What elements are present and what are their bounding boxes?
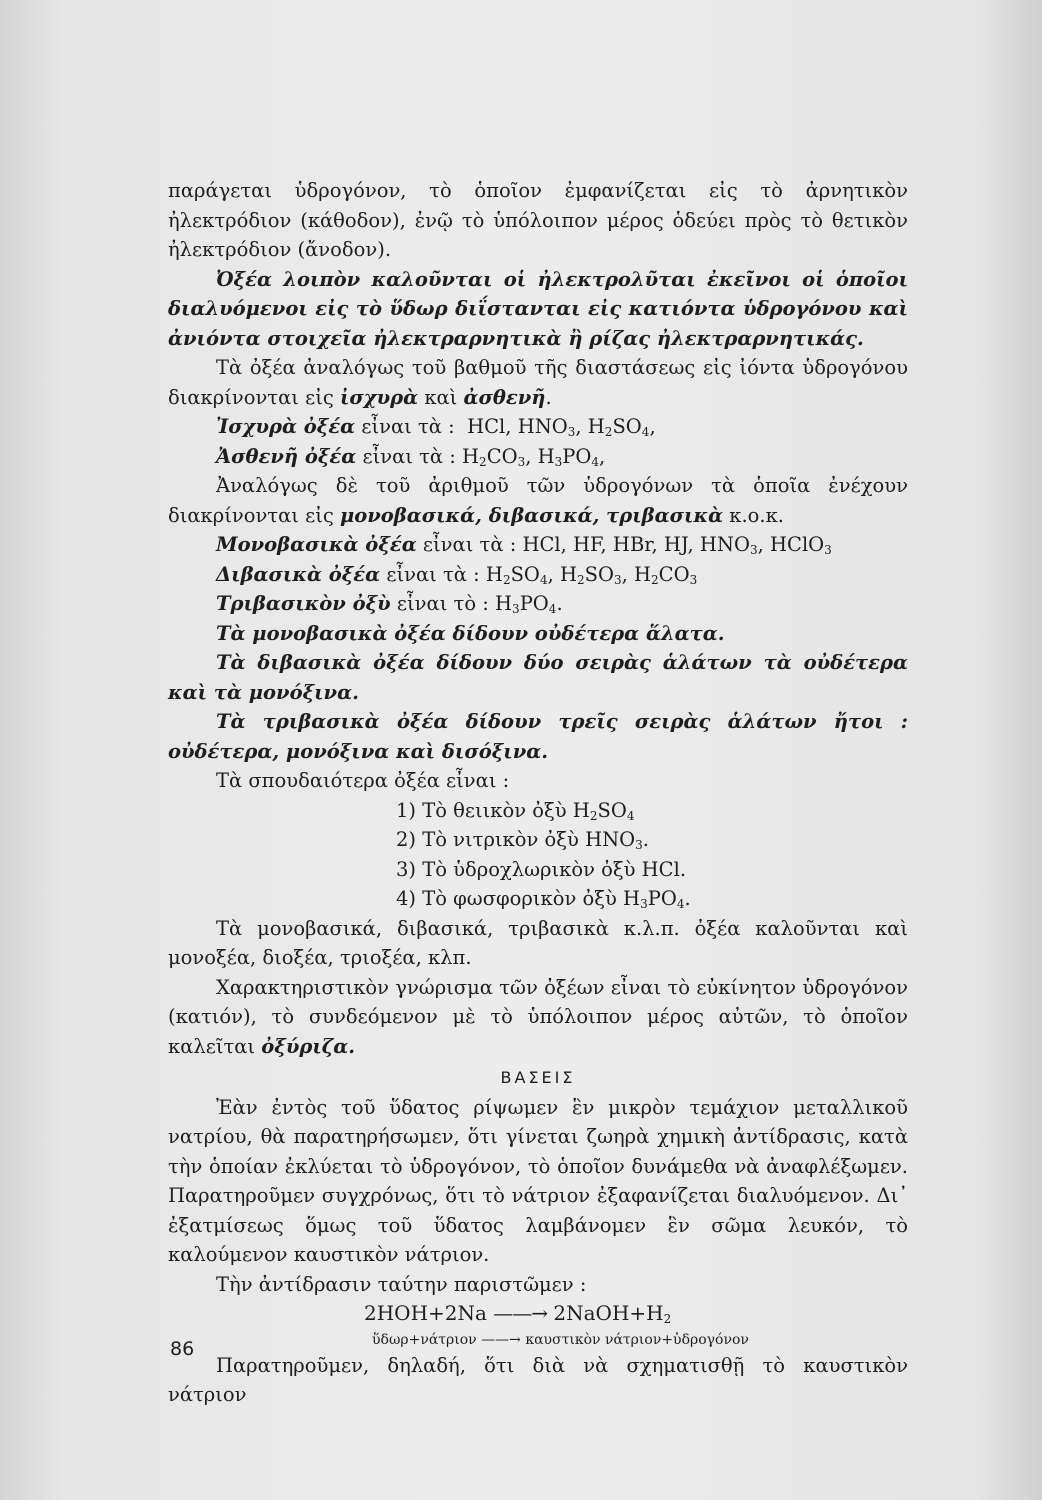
paragraph-basicity: Ἀναλόγως δὲ τοῦ ἀριθμοῦ τῶν ὑδρογόνων τὰ ὁποῖα ἐνέχουν διακρίνονται εἰς μονοβασικά, διβασικά, τριβασικὰ κ.ο.κ. bbox=[168, 474, 908, 527]
page-number: 86 bbox=[170, 1338, 195, 1360]
paragraph-reaction-intro: Τὴν ἀντίδρασιν ταύτην παριστῶμεν : bbox=[216, 1272, 587, 1296]
strong-acids-line: Ἰσχυρὰ ὀξέα εἶναι τὰ : HCl, $HNO_3$, $H_2SO_4$, bbox=[216, 415, 656, 439]
rule-di: Τὰ διβασικὰ ὀξέα δίδουν δύο σειρὰς ἁλάτων τὰ οὐδέτερα καὶ τὰ μονόξινα. bbox=[168, 651, 908, 704]
paragraph-conclusion: Παρατηροῦμεν, δηλαδή, ὅτι διὰ νὰ σχηματισθῇ τὸ καυστικὸν νάτριον bbox=[168, 1353, 908, 1406]
important-acid-1: 1) Τὸ θειικὸν ὀξὺ $H_2SO_4$ bbox=[396, 798, 635, 823]
rule-mono: Τὰ μονοβασικὰ ὀξέα δίδουν οὐδέτερα ἅλατα. bbox=[216, 621, 725, 645]
weak-acids-line: Ἀσθενῆ ὀξέα εἶναι τὰ : $H_2CO_3$, $H_3PO_4$, bbox=[216, 444, 606, 469]
section-heading: ΒΑΣΕΙΣ bbox=[500, 1068, 576, 1087]
important-acid-2: 2) Τὸ νιτρικὸν ὀξὺ $HNO_3$. bbox=[396, 828, 649, 852]
important-acid-3: 3) Τὸ ὑδροχλωρικὸν ὀξὺ HCl. bbox=[396, 857, 687, 881]
paragraph-naming: Τὰ μονοβασικά, διβασικά, τριβασικὰ κ.λ.π. ὀξέα καλοῦνται καὶ μονοξέα, διοξέα, τριοξέα, κλπ. bbox=[168, 916, 908, 969]
paragraph-cathode: παράγεται ὑδρογόνον, τὸ ὁποῖον ἐμφανίζεται εἰς τὸ ἀρνητικὸν ἠλεκτρόδιον (κάθοδον), ἐνῷ τὸ ὑπόλοιπον μέρος ὁδεύει πρὸς τὸ θετικὸν ἠλεκτρόδιον (ἄνοδον). bbox=[168, 179, 908, 261]
acid-definition: Ὀξέα λοιπὸν καλοῦνται οἱ ἠλεκτρολῦται ἐκεῖνοι οἱ ὁποῖοι διαλυόμενοι εἰς τὸ ὕδωρ διΐστανται εἰς κατιόντα ὑδρογόνου καὶ ἀνιόντα στοιχεῖα ἠλεκτραρνητικὰ ἢ ρίζας ἠλεκτραρνητικάς. bbox=[168, 267, 908, 350]
di-acids-line: Διβασικὰ ὀξέα εἶναι τὰ : $H_2SO_4$, $H_2SO_3$, $H_2CO_3$ bbox=[216, 562, 698, 587]
page-body bbox=[168, 176, 908, 1410]
equation-words: ὕδωρ+νάτριον ——→ καυστικὸν νάτριον+ὑδρογόνον bbox=[372, 1331, 749, 1348]
rule-tri: Τὰ τριβασικὰ ὀξέα δίδουν τρεῖς σειρὰς ἁλάτων ἤτοι : οὐδέτερα, μονόξινα καὶ δισόξινα. bbox=[168, 710, 908, 763]
important-acid-4: 4) Τὸ φωσφορικὸν ὀξὺ $H_3PO_4$. bbox=[396, 887, 691, 911]
paragraph-strength: Τὰ ὀξέα ἀναλόγως τοῦ βαθμοῦ τῆς διαστάσεως εἰς ἰόντα ὑδρογόνου διακρίνονται εἰς ἰσχυρὰ καὶ ἀσθενῆ. bbox=[168, 356, 908, 409]
important-acids-intro: Τὰ σπουδαιότερα ὀξέα εἶναι : bbox=[216, 769, 510, 792]
paragraph-characteristic: Χαρακτηριστικὸν γνώρισμα τῶν ὀξέων εἶναι τὸ εὐκίνητον ὑδρογόνον (κατιόν), τὸ συνδεόμενον μὲ τὸ ὑπόλοιπον μέρος αὐτῶν, τὸ ὁποῖον καλεῖται ὀξύριζα. bbox=[168, 975, 908, 1058]
paragraph-sodium: Ἐὰν ἐντὸς τοῦ ὕδατος ρίψωμεν ἓν μικρὸν τεμάχιον μεταλλικοῦ νατρίου, θὰ παρατηρήσωμεν, ὅτι γίνεται ζωηρὰ χημικὴ ἀντίδρασις, κατὰ τὴν ὁποίαν ἐκλύεται τὸ ὑδρογόνον, τὸ ὁποῖον δυνάμεθα νὰ ἀναφλέξωμεν. Παρατηροῦμεν συγχρόνως, ὅτι τὸ νάτριον ἐξαφανίζεται διαλυόμενον. Δι᾽ ἐξατμίσεως ὅμως τοῦ ὕδατος λαμβάνομεν ἓν σῶμα λευκόν, τὸ καλούμενον καυστικὸν νάτριον. bbox=[168, 1095, 908, 1266]
chemical-equation: 2HOH+2Na ——→ $2NaOH+H_2$ bbox=[364, 1301, 672, 1326]
mono-acids-line: Μονοβασικὰ ὀξέα εἶναι τὰ : HCl, HF, HBr, HJ, $HNO_3$, HClO$_3$ bbox=[216, 533, 832, 557]
tri-acid-line: Τριβασικὸν ὀξὺ εἶναι τὸ : $H_3PO_4$. bbox=[216, 592, 563, 616]
